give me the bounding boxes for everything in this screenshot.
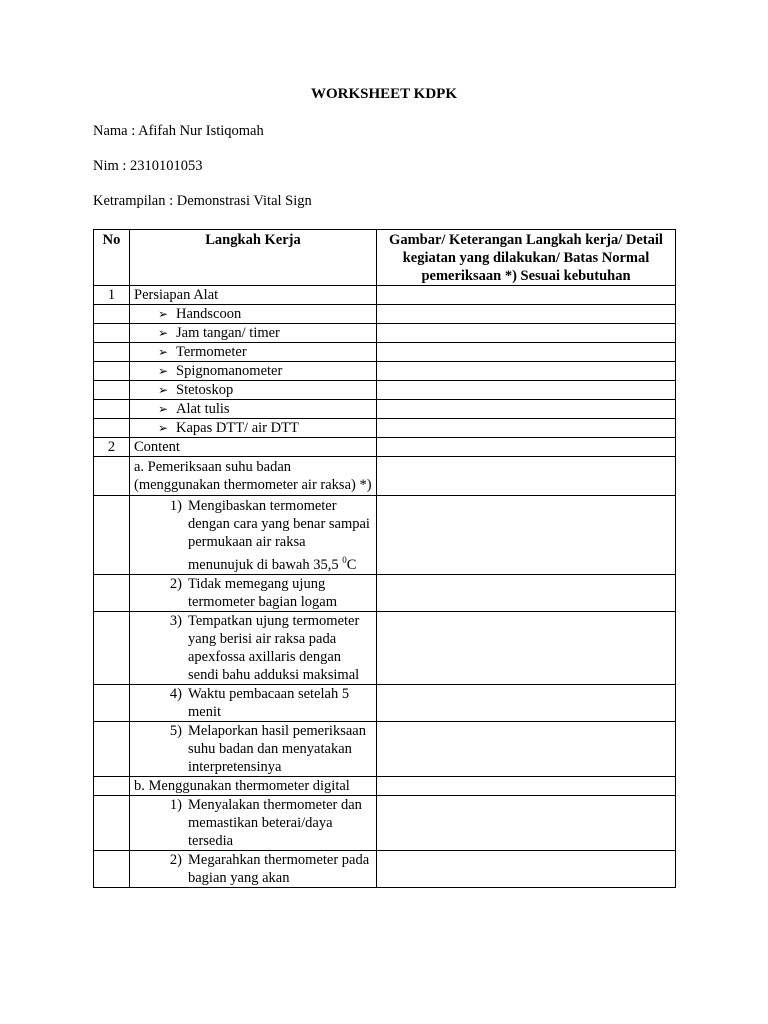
arrow-bullet-icon: ➢	[158, 364, 169, 378]
description-cell	[377, 611, 676, 684]
table-row	[94, 362, 676, 381]
table-row	[94, 400, 676, 419]
row-number	[94, 776, 130, 795]
description-cell	[377, 286, 676, 305]
list-item-label: Alat tulis	[176, 401, 230, 417]
row-number	[94, 684, 130, 721]
table-row	[94, 324, 676, 343]
description-cell	[377, 850, 676, 887]
step-number: 4)	[169, 685, 182, 702]
table-row	[94, 684, 676, 721]
step-number: 2)	[169, 575, 182, 592]
row-number	[94, 795, 130, 850]
table-row	[94, 496, 676, 575]
description-cell	[377, 795, 676, 850]
table-row	[94, 795, 676, 850]
description-cell	[377, 496, 676, 575]
description-cell	[377, 684, 676, 721]
step-text: Melaporkan hasil pemeriksaan suhu badan dan menyatakan interpretensinya	[188, 722, 366, 775]
table-header-row	[94, 230, 676, 286]
arrow-bullet-icon: ➢	[158, 383, 169, 397]
description-cell	[377, 381, 676, 400]
row-number	[94, 721, 130, 776]
ketrampilan-field: Ketrampilan : Demonstrasi Vital Sign	[93, 193, 312, 209]
row-number	[94, 496, 130, 575]
arrow-bullet-icon: ➢	[158, 402, 169, 416]
list-item	[130, 496, 377, 575]
row-number	[94, 343, 130, 362]
list-item	[130, 362, 377, 381]
step-number: 1)	[169, 796, 182, 813]
table-row	[94, 419, 676, 438]
step-number: 3)	[169, 612, 182, 629]
description-cell	[377, 776, 676, 795]
table-row	[94, 305, 676, 324]
list-item	[130, 343, 377, 362]
list-item	[130, 850, 377, 887]
description-cell	[377, 438, 676, 457]
row-number	[94, 381, 130, 400]
description-cell	[377, 400, 676, 419]
subsection-label: a. Pemeriksaan suhu badan (menggunakan thermometer air raksa) *)	[130, 457, 377, 496]
table-row	[94, 850, 676, 887]
description-cell	[377, 305, 676, 324]
step-text: Tidak memegang ujung termometer bagian logam	[188, 575, 337, 610]
list-item	[130, 419, 377, 438]
list-item-label: Kapas DTT/ air DTT	[176, 420, 299, 436]
table-row	[94, 611, 676, 684]
nim-field: Nim : 2310101053	[93, 158, 203, 174]
table-row	[94, 776, 676, 795]
list-item	[130, 611, 377, 684]
list-item-label: Handscoon	[176, 306, 242, 322]
list-item	[130, 324, 377, 343]
row-number	[94, 574, 130, 611]
list-item	[130, 400, 377, 419]
row-number: 1	[94, 286, 130, 305]
header-langkah-kerja: Langkah Kerja	[130, 230, 377, 286]
step-text: Tempatkan ujung termometer yang berisi air raksa pada apexfossa axillaris dengan sendi bahu adduksi maksimal	[188, 612, 360, 683]
table-row	[94, 438, 676, 457]
table-row	[94, 286, 676, 305]
table-row	[94, 343, 676, 362]
list-item-label: Jam tangan/ timer	[176, 325, 280, 341]
list-item	[130, 795, 377, 850]
step-text: Mengibaskan termometer dengan cara yang benar sampai permukaan air raksa menunujuk di bawah 35,5 $^0$C	[188, 498, 370, 573]
description-cell	[377, 419, 676, 438]
header-gambar-keterangan: Gambar/ Keterangan Langkah kerja/ Detail kegiatan yang dilakukan/ Batas Normal pemeriksaan *) Sesuai kebutuhan	[377, 230, 676, 286]
table-row	[94, 574, 676, 611]
list-item-label: Termometer	[176, 344, 247, 360]
nama-field: Nama : Afifah Nur Istiqomah	[93, 123, 264, 139]
table-row	[94, 381, 676, 400]
row-number	[94, 457, 130, 496]
description-cell	[377, 721, 676, 776]
section-label: Persiapan Alat	[130, 286, 377, 305]
description-cell	[377, 343, 676, 362]
list-item	[130, 305, 377, 324]
arrow-bullet-icon: ➢	[158, 421, 169, 435]
header-no: No	[94, 230, 130, 286]
list-item	[130, 721, 377, 776]
step-number: 5)	[169, 722, 182, 739]
step-text: Megarahkan thermometer pada bagian yang akan	[188, 851, 370, 886]
row-number	[94, 362, 130, 381]
row-number	[94, 305, 130, 324]
worksheet-title: WORKSHEET KDPK	[310, 86, 457, 102]
step-number: 1)	[169, 498, 182, 514]
worksheet-table	[93, 229, 676, 888]
list-item-label: Spignomanometer	[176, 363, 283, 379]
description-cell	[377, 457, 676, 496]
step-text: Waktu pembacaan setelah 5 menit	[188, 685, 350, 720]
arrow-bullet-icon: ➢	[158, 345, 169, 359]
description-cell	[377, 574, 676, 611]
table-row	[94, 721, 676, 776]
row-number	[94, 400, 130, 419]
list-item	[130, 381, 377, 400]
list-item-label: Stetoskop	[176, 382, 234, 398]
row-number	[94, 324, 130, 343]
step-number: 2)	[169, 851, 182, 868]
description-cell	[377, 324, 676, 343]
section-label: Content	[130, 438, 377, 457]
arrow-bullet-icon: ➢	[158, 326, 169, 340]
step-text: Menyalakan thermometer dan memastikan beterai/daya tersedia	[188, 796, 362, 849]
row-number	[94, 419, 130, 438]
row-number	[94, 850, 130, 887]
list-item	[130, 574, 377, 611]
row-number: 2	[94, 438, 130, 457]
row-number	[94, 611, 130, 684]
list-item	[130, 684, 377, 721]
description-cell	[377, 362, 676, 381]
arrow-bullet-icon: ➢	[158, 307, 169, 321]
subsection-label: b. Menggunakan thermometer digital	[130, 776, 377, 795]
table-row	[94, 457, 676, 496]
